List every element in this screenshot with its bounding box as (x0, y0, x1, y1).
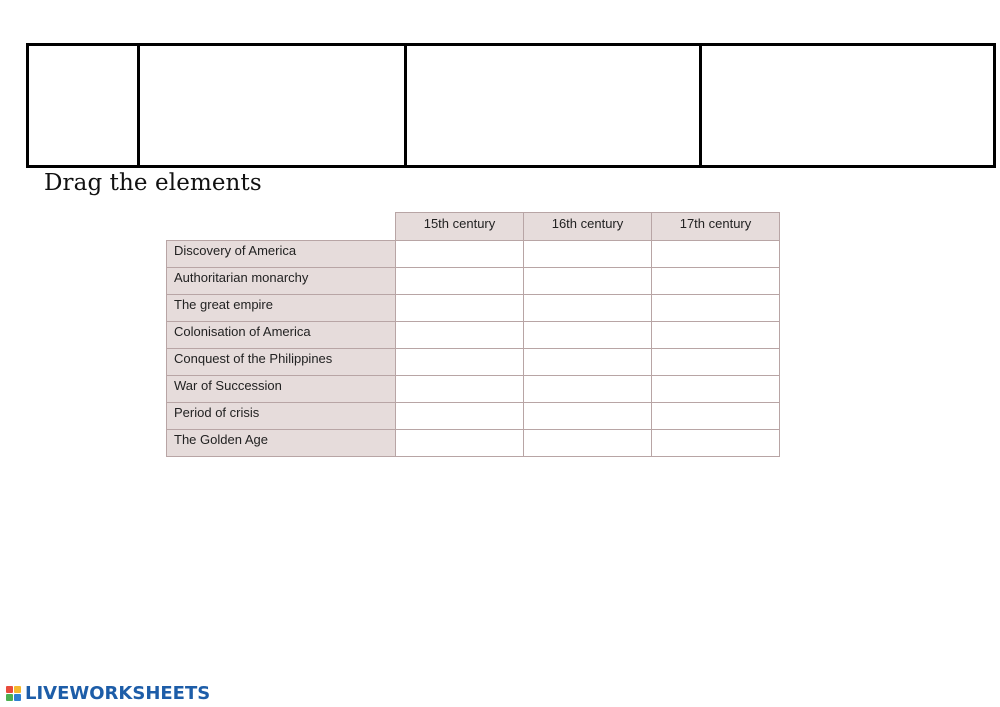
drop-box-4[interactable] (702, 46, 993, 165)
logo-square-red (6, 686, 13, 693)
logo-text: LIVEWORKSHEETS (25, 683, 211, 704)
table-cell[interactable] (396, 241, 524, 268)
table-cell[interactable] (652, 295, 780, 322)
column-header: 16th century (524, 213, 652, 241)
instruction-text: Drag the elements (44, 170, 262, 196)
table-row (167, 376, 780, 403)
drop-box-1[interactable] (29, 46, 140, 165)
drop-zone-row (26, 43, 996, 168)
table-row (167, 268, 780, 295)
row-label: Colonisation of America (167, 322, 396, 349)
table-cell[interactable] (396, 403, 524, 430)
table-cell[interactable] (396, 268, 524, 295)
table-cell[interactable] (524, 349, 652, 376)
table-cell[interactable] (652, 430, 780, 457)
drop-box-3[interactable] (407, 46, 702, 165)
table-row (167, 403, 780, 430)
worksheet-table (166, 212, 780, 457)
table-row (167, 430, 780, 457)
row-label: The Golden Age (167, 430, 396, 457)
row-label: Authoritarian monarchy (167, 268, 396, 295)
column-header: 17th century (652, 213, 780, 241)
table-header-row (167, 213, 780, 241)
table-cell[interactable] (524, 376, 652, 403)
table-cell[interactable] (524, 430, 652, 457)
table-row (167, 241, 780, 268)
table-cell[interactable] (396, 295, 524, 322)
row-label: The great empire (167, 295, 396, 322)
table-cell[interactable] (396, 376, 524, 403)
table-cell[interactable] (652, 403, 780, 430)
column-header: 15th century (396, 213, 524, 241)
drop-box-2[interactable] (140, 46, 407, 165)
table-cell[interactable] (652, 268, 780, 295)
row-label: Period of crisis (167, 403, 396, 430)
table-row (167, 322, 780, 349)
table-cell[interactable] (524, 268, 652, 295)
liveworksheets-logo[interactable] (6, 683, 210, 704)
table-cell[interactable] (396, 430, 524, 457)
table-row (167, 295, 780, 322)
table-row (167, 349, 780, 376)
table-cell[interactable] (652, 241, 780, 268)
table-cell[interactable] (524, 241, 652, 268)
table-cell[interactable] (524, 295, 652, 322)
row-label: War of Succession (167, 376, 396, 403)
logo-square-blue (14, 694, 21, 701)
row-label: Conquest of the Philippines (167, 349, 396, 376)
table-cell[interactable] (652, 322, 780, 349)
table-cell[interactable] (524, 322, 652, 349)
logo-square-yellow (14, 686, 21, 693)
row-label: Discovery of America (167, 241, 396, 268)
liveworksheets-logo-icon (6, 686, 21, 701)
table-cell[interactable] (524, 403, 652, 430)
table-cell[interactable] (396, 322, 524, 349)
table-cell[interactable] (652, 349, 780, 376)
logo-square-green (6, 694, 13, 701)
table-cell[interactable] (652, 376, 780, 403)
table-corner (167, 213, 396, 241)
table-cell[interactable] (396, 349, 524, 376)
